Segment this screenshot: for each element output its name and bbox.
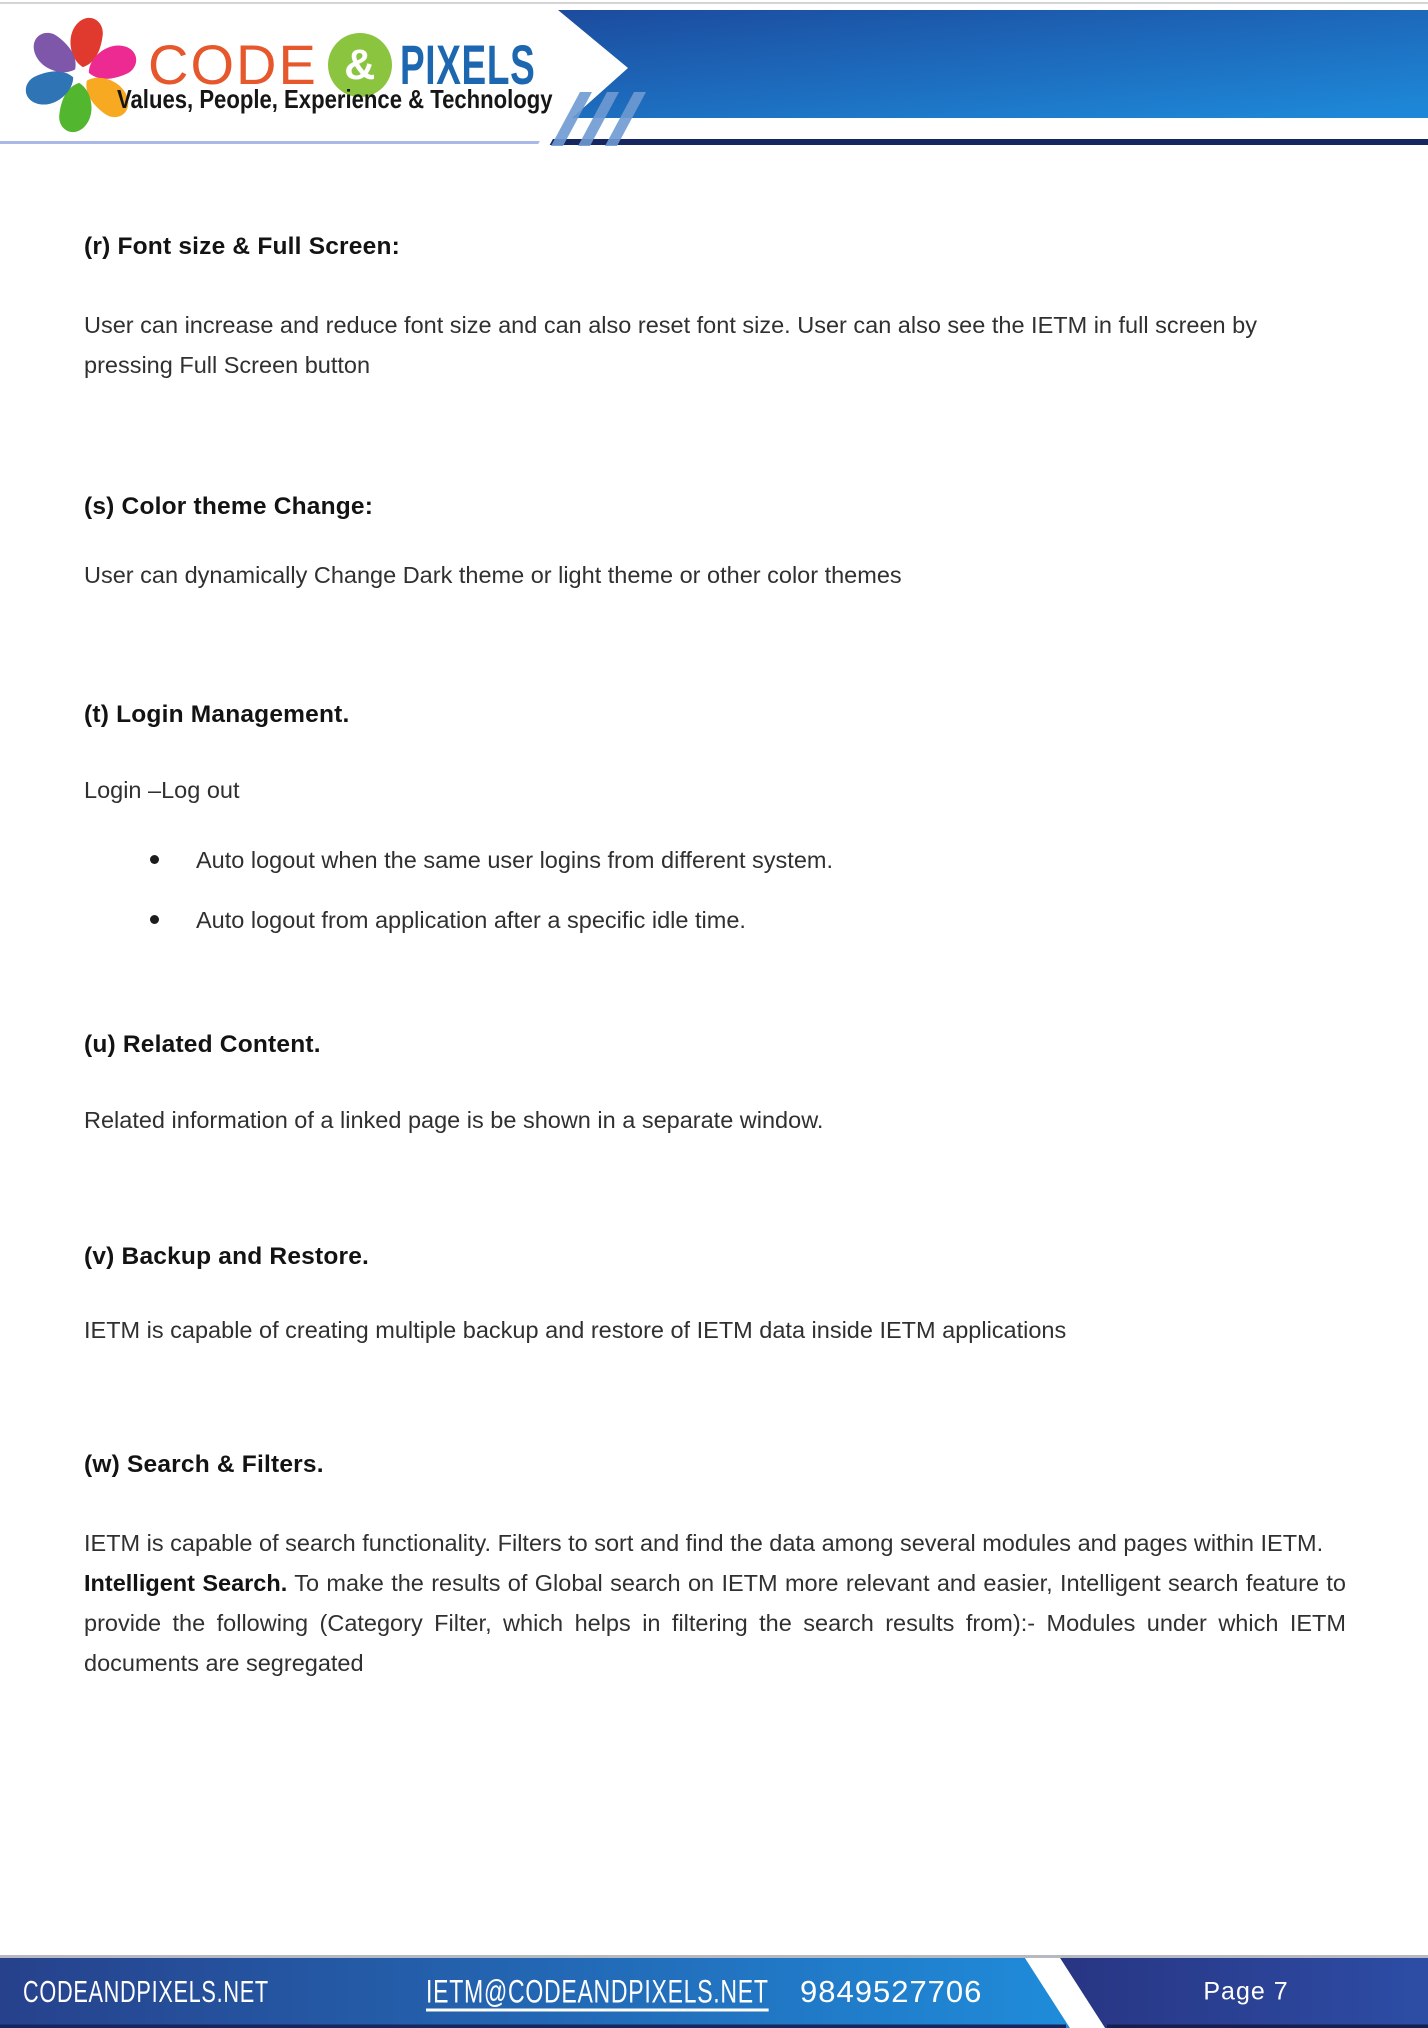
section-font-size xyxy=(84,232,1346,385)
section-paragraph-u: Related information of a linked page is be shown in a separate window. xyxy=(84,1107,824,1133)
bullet-list xyxy=(84,840,1346,940)
section-login-management xyxy=(84,700,1346,940)
brand-code-text: CODE xyxy=(148,33,318,96)
brand-tagline: Values, People, Experience & Technology xyxy=(117,84,553,114)
section-paragraph-s: User can dynamically Change Dark theme or light theme or other color themes xyxy=(84,562,902,588)
footer-email-link[interactable]: IETM@CODEANDPIXELS.NET xyxy=(426,1973,769,2009)
footer-phone: 9849527706 xyxy=(800,1973,983,2009)
section-related-content xyxy=(84,1030,1346,1140)
ampersand-text: & xyxy=(344,40,376,89)
section-heading-v: (v) Backup and Restore. xyxy=(84,1243,370,1270)
bullet-item: Auto logout from application after a specific idle time. xyxy=(84,900,1346,940)
section-heading-u: (u) Related Content. xyxy=(84,1031,321,1058)
page-header xyxy=(0,0,1428,150)
section-paragraph-w: IETM is capable of search functionality. Filters to sort and find the data among several modules and pages within IETM. xyxy=(84,1530,1324,1556)
brand-pixels-text: PIXELS xyxy=(399,33,536,96)
footer-website: CODEANDPIXELS.NET xyxy=(23,1973,269,2009)
section-heading-s: (s) Color theme Change: xyxy=(84,493,374,520)
section-paragraph-v: IETM is capable of creating multiple backup and restore of IETM data inside IETM applications xyxy=(84,1317,1067,1343)
closing-text: To make the results of Global search on IETM more relevant and easier, Intelligent search feature to provide the following (Category Filter, which helps in filtering the search results from):- Modules under which IETM documents are segregated xyxy=(84,1570,1346,1676)
section-heading-t: (t) Login Management. xyxy=(84,701,350,728)
section-paragraph-r: User can increase and reduce font size and can also reset font size. User can also see the IETM in full screen by pressing Full Screen button xyxy=(84,312,1257,378)
section-color-theme xyxy=(84,492,1346,595)
footer-bar xyxy=(0,1955,1428,2028)
section-search-filters xyxy=(84,1450,1346,1563)
closing-paragraph xyxy=(84,1563,1346,1683)
document-body xyxy=(84,232,1346,1683)
section-heading-w: (w) Search & Filters. xyxy=(84,1451,324,1478)
section-backup-restore xyxy=(84,1242,1346,1350)
section-paragraph-t: Login –Log out xyxy=(84,777,240,803)
closing-lead: Intelligent Search. xyxy=(84,1570,288,1596)
pinwheel-logo-icon xyxy=(22,14,140,138)
bullet-item: Auto logout when the same user logins from different system. xyxy=(84,840,1346,880)
footer-page-number: Page 7 xyxy=(1203,1977,1289,2005)
section-heading-r: (r) Font size & Full Screen: xyxy=(84,233,400,260)
